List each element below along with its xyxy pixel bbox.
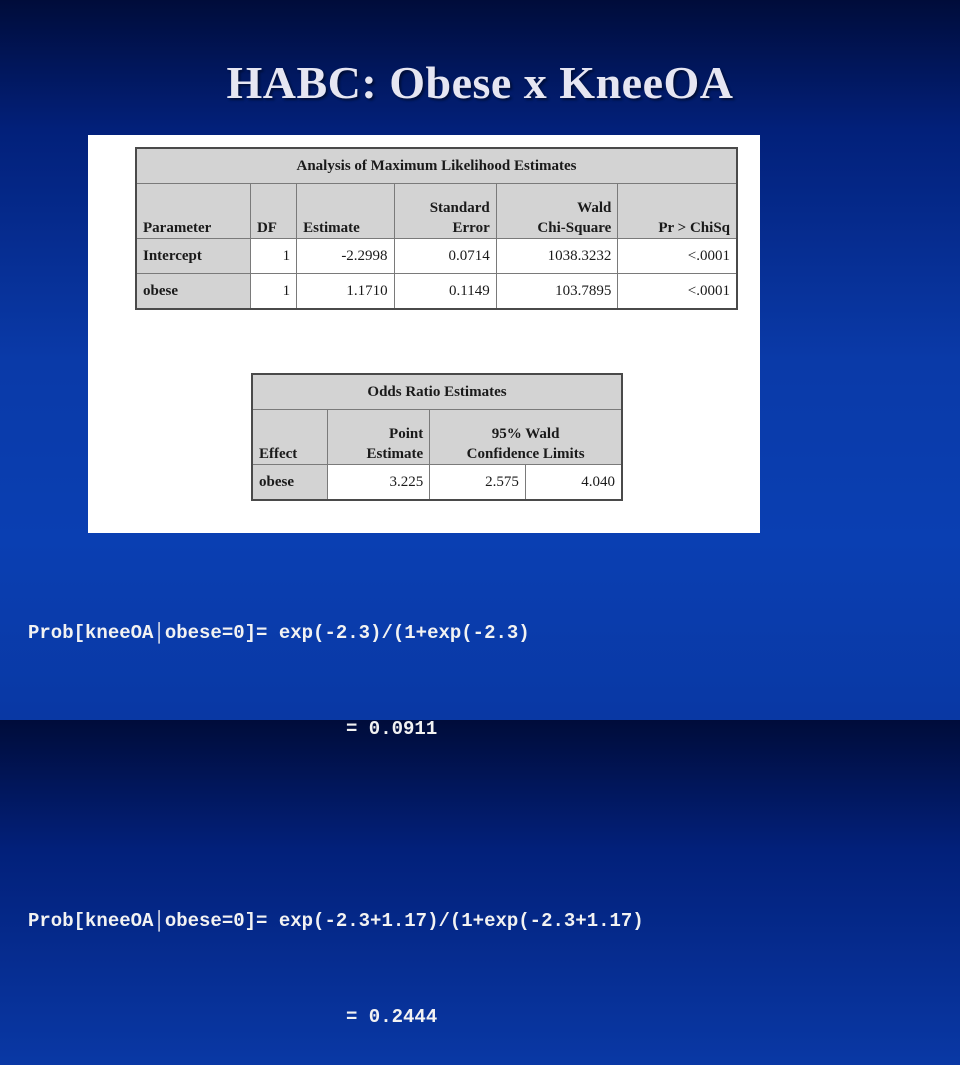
formula-line: Prob[kneeOA│obese=0]= exp(-2.3+1.17)/(1+exp(-2.3+1.17) (28, 910, 644, 932)
formula-line: Prob[kneeOA│obese=0]= exp(-2.3)/(1+exp(-2.3) (28, 622, 530, 644)
formula-spacer (28, 809, 644, 841)
formula-result: = 0.2444 (346, 1006, 438, 1028)
table-row (136, 239, 737, 274)
table-row (252, 465, 622, 501)
mle-header-df: DF (250, 184, 296, 239)
mle-table-caption: Analysis of Maximum Likelihood Estimates (136, 148, 737, 184)
or-cell-lower-limit: 2.575 (430, 465, 526, 501)
output-panel (88, 135, 760, 533)
mle-table (135, 147, 738, 310)
mle-cell-p-value: <.0001 (618, 274, 737, 310)
mle-cell-standard-error: 0.1149 (394, 274, 496, 310)
mle-header-pr-chisq: Pr > ChiSq (618, 184, 737, 239)
odds-ratio-table-caption: Odds Ratio Estimates (252, 374, 622, 410)
table-row (136, 274, 737, 310)
mle-header-estimate: Estimate (297, 184, 394, 239)
formula-result: = 0.0911 (346, 718, 438, 740)
mle-cell-standard-error: 0.0714 (394, 239, 496, 274)
mle-header-wald-chi-square: Wald Chi-Square (496, 184, 618, 239)
mle-cell-estimate: 1.1710 (297, 274, 394, 310)
mle-cell-p-value: <.0001 (618, 239, 737, 274)
or-header-point-estimate: Point Estimate (328, 410, 430, 465)
or-cell-effect: obese (252, 465, 328, 501)
mle-cell-df: 1 (250, 274, 296, 310)
mle-cell-df: 1 (250, 239, 296, 274)
probability-formulas (28, 553, 644, 1065)
mle-cell-parameter: Intercept (136, 239, 250, 274)
mle-header-standard-error: Standard Error (394, 184, 496, 239)
slide-title: HABC: Obese x KneeOA (226, 57, 734, 108)
mle-cell-parameter: obese (136, 274, 250, 310)
or-header-effect: Effect (252, 410, 328, 465)
mle-header-parameter: Parameter (136, 184, 250, 239)
mle-cell-chi-square: 103.7895 (496, 274, 618, 310)
mle-cell-estimate: -2.2998 (297, 239, 394, 274)
mle-cell-chi-square: 1038.3232 (496, 239, 618, 274)
or-header-confidence-limits: 95% Wald Confidence Limits (430, 410, 622, 465)
or-cell-point-estimate: 3.225 (328, 465, 430, 501)
odds-ratio-table (251, 373, 623, 501)
or-cell-upper-limit: 4.040 (525, 465, 622, 501)
